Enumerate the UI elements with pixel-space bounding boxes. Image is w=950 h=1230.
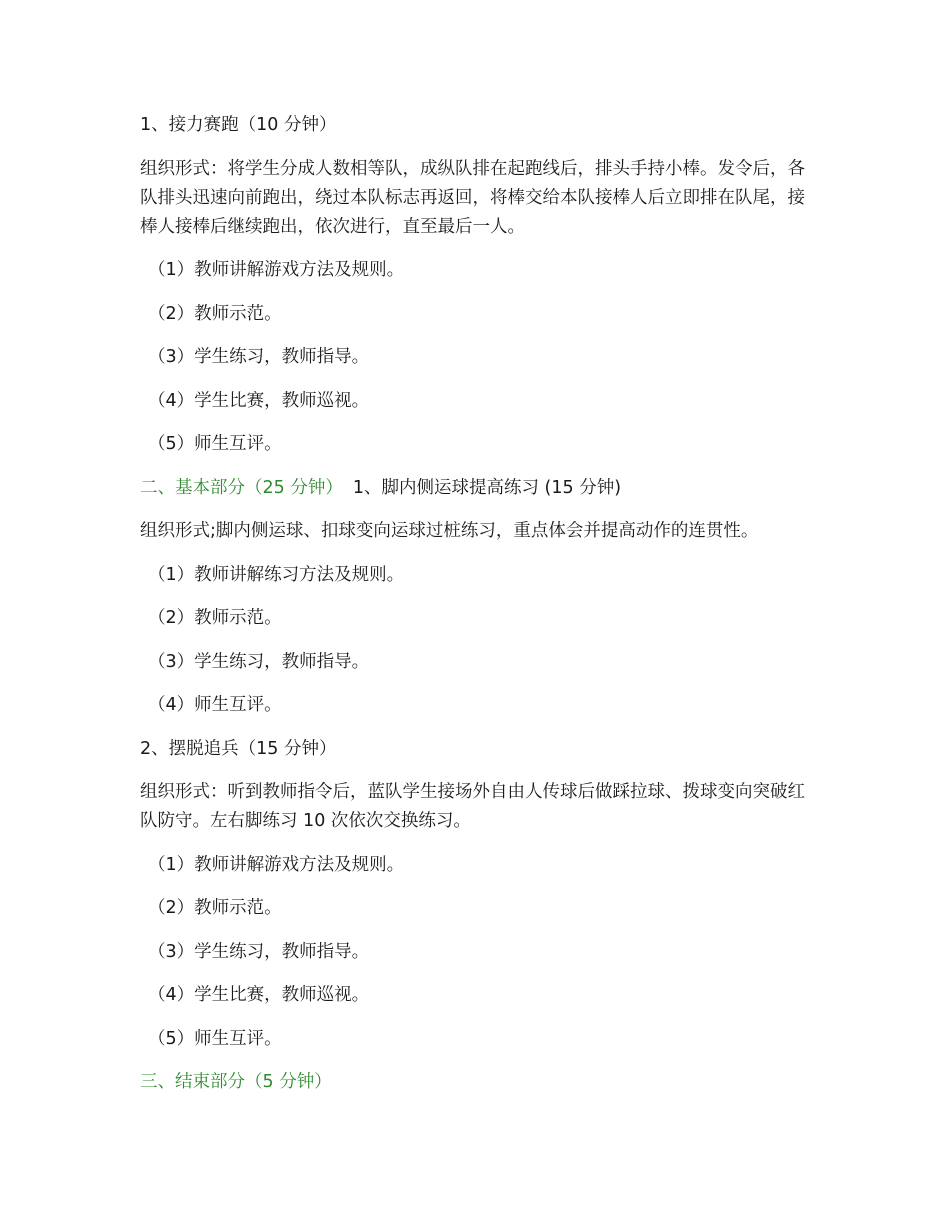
end-section-heading: 三、结束部分（5 分钟） <box>140 1072 332 1092</box>
document-content <box>140 111 815 1112</box>
dribble-practice-title: 1、脚内侧运球提高练习 (15 分钟) <box>352 477 622 498</box>
basic-section-line <box>140 474 815 503</box>
dribble-step-1: （1）教师讲解练习方法及规则。 <box>148 564 405 585</box>
escape-step-2: （2）教师示范。 <box>148 898 282 918</box>
dribble-step-2: （2）教师示范。 <box>148 608 282 628</box>
dribble-step-3: （3）学生练习，教师指导。 <box>148 651 370 672</box>
relay-organization: 组织形式：将学生分成人数相等队，成纵队排在起跑线后，排头手持小棒。发令后，各队排头迅速向前跑出，绕过本队标志再返回，将棒交给本队接棒人后立即排在队尾，接棒人接棒后继续跑出，依次进行，直至最后一人。 <box>140 158 805 237</box>
escape-step-1: （1）教师讲解游戏方法及规则。 <box>148 854 405 875</box>
relay-step-4: （4）学生比赛，教师巡视。 <box>148 390 370 411</box>
escape-title: 2、摆脱追兵（15 分钟） <box>140 738 337 759</box>
basic-section-heading: 二、基本部分（25 分钟） <box>140 477 343 498</box>
escape-step-5: （5）师生互评。 <box>148 1028 282 1049</box>
relay-step-1: （1）教师讲解游戏方法及规则。 <box>148 260 405 280</box>
dribble-step-4: （4）师生互评。 <box>148 695 282 715</box>
escape-step-4: （4）学生比赛，教师巡视。 <box>148 985 370 1005</box>
relay-step-5: （5）师生互评。 <box>148 434 282 454</box>
relay-step-2: （2）教师示范。 <box>148 303 282 324</box>
relay-step-3: （3）学生练习，教师指导。 <box>148 347 370 367</box>
escape-organization: 组织形式：听到教师指令后，蓝队学生接场外自由人传球后做踩拉球、拨球变向突破红队防守。左右脚练习 10 次依次交换练习。 <box>140 782 805 831</box>
relay-title: 1、接力赛跑（10 分钟） <box>140 115 337 135</box>
dribble-organization: 组织形式;脚内侧运球、扣球变向运球过桩练习，重点体会并提高动作的连贯性。 <box>140 521 759 541</box>
escape-step-3: （3）学生练习，教师指导。 <box>148 941 370 962</box>
